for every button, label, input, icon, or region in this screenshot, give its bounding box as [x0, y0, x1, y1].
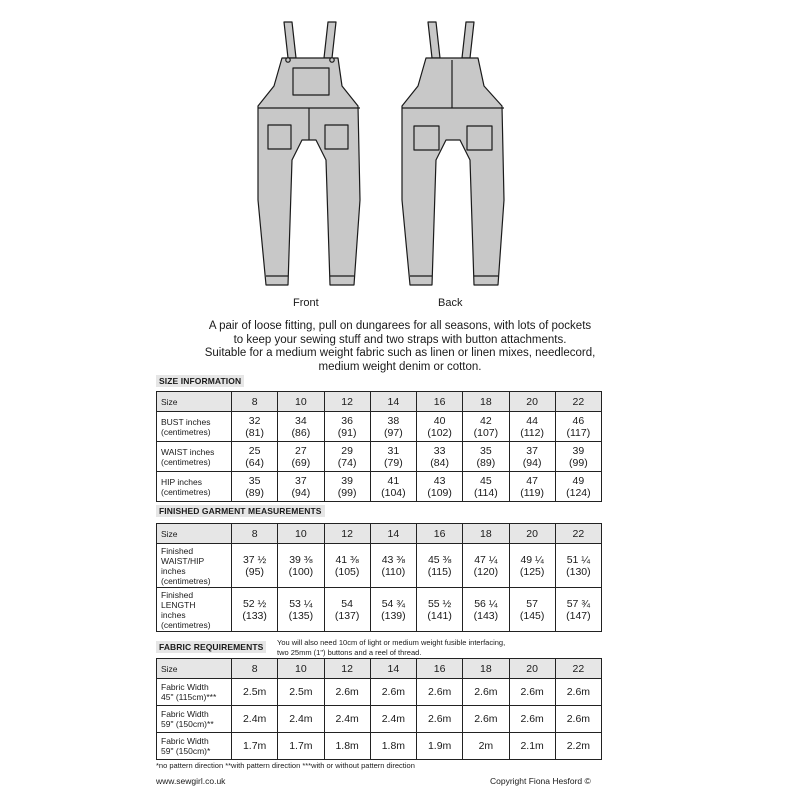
size-header-cell: 20	[509, 659, 555, 679]
row-label: Finished WAIST/HIP inches (centimetres)	[157, 544, 232, 588]
fabric-cell: 2.6m	[509, 679, 555, 706]
fabric-cell: 1.8m	[370, 733, 416, 760]
fabric-cell: 2.1m	[509, 733, 555, 760]
measurement-cell: 34 (86)	[278, 412, 324, 442]
fabric-cell: 2.6m	[555, 679, 601, 706]
size-header-cell: 16	[417, 392, 463, 412]
size-header-cell: 22	[555, 659, 601, 679]
measurement-cell: 57 (145)	[509, 588, 555, 632]
measurement-cell: 53 ¼ (135)	[278, 588, 324, 632]
size-header-cell: 12	[324, 392, 370, 412]
size-header-cell: 16	[417, 524, 463, 544]
size-header-cell: 20	[509, 392, 555, 412]
description-line: medium weight denim or cotton.	[318, 360, 482, 373]
row-label: Fabric Width 59" (150cm)*	[157, 733, 232, 760]
fabric-cell: 2.6m	[555, 706, 601, 733]
measurement-cell: 43 (109)	[417, 472, 463, 502]
size-header-cell: 18	[463, 659, 509, 679]
finished-length-row	[157, 588, 602, 632]
fabric-cell: 2.4m	[232, 706, 278, 733]
fabric-cell: 1.9m	[417, 733, 463, 760]
size-header-cell: 14	[370, 524, 416, 544]
back-view-drawing	[402, 22, 504, 285]
waist-row	[157, 442, 602, 472]
measurement-cell: 32 (81)	[232, 412, 278, 442]
fabric-59-directional-row	[157, 706, 602, 733]
fabric-cell: 2.6m	[417, 706, 463, 733]
fabric-note	[277, 638, 505, 657]
measurement-cell: 52 ½ (133)	[232, 588, 278, 632]
fabric-table	[156, 658, 602, 760]
measurement-cell: 44 (112)	[509, 412, 555, 442]
size-header-cell: 18	[463, 392, 509, 412]
measurement-cell: 40 (102)	[417, 412, 463, 442]
measurement-cell: 38 (97)	[370, 412, 416, 442]
measurement-cell: 33 (84)	[417, 442, 463, 472]
measurement-cell: 37 (94)	[509, 442, 555, 472]
size-info-table	[156, 391, 602, 502]
measurement-cell: 54 ¾ (139)	[370, 588, 416, 632]
fabric-cell: 2.5m	[232, 679, 278, 706]
measurement-cell: 56 ¼ (143)	[463, 588, 509, 632]
measurement-cell: 49 (124)	[555, 472, 601, 502]
size-header-cell: 10	[278, 659, 324, 679]
measurement-cell: 25 (64)	[232, 442, 278, 472]
fabric-cell: 2.6m	[324, 679, 370, 706]
measurement-cell: 37 ½ (95)	[232, 544, 278, 588]
bust-row	[157, 412, 602, 442]
dungarees-illustration	[230, 10, 530, 310]
fabric-cell: 2m	[463, 733, 509, 760]
measurement-cell: 47 ¼ (120)	[463, 544, 509, 588]
size-header-cell: 10	[278, 392, 324, 412]
copyright-notice: Copyright Fiona Hesford ©	[490, 776, 591, 786]
size-header-cell: 20	[509, 524, 555, 544]
hip-row	[157, 472, 602, 502]
fabric-cell: 1.7m	[278, 733, 324, 760]
size-header-cell: 10	[278, 524, 324, 544]
fabric-cell: 2.6m	[509, 706, 555, 733]
finished-waist-hip-row	[157, 544, 602, 588]
front-view-drawing	[258, 22, 360, 285]
size-header-cell: 8	[232, 524, 278, 544]
size-header-cell: 14	[370, 659, 416, 679]
measurement-cell: 36 (91)	[324, 412, 370, 442]
measurement-cell: 35 (89)	[232, 472, 278, 502]
size-header-cell: 12	[324, 524, 370, 544]
measurement-cell: 41 ⅜ (105)	[324, 544, 370, 588]
size-header-cell: 14	[370, 392, 416, 412]
fabric-cell: 2.6m	[463, 706, 509, 733]
front-view-label: Front	[293, 297, 319, 309]
fabric-cell: 2.4m	[370, 706, 416, 733]
measurement-cell: 31 (79)	[370, 442, 416, 472]
size-header-label: Size	[157, 392, 232, 412]
size-header-cell: 8	[232, 392, 278, 412]
fabric-cell: 2.4m	[324, 706, 370, 733]
measurement-cell: 41 (104)	[370, 472, 416, 502]
finished-heading: FINISHED GARMENT MEASUREMENTS	[156, 505, 325, 517]
description-line: Suitable for a medium weight fabric such as linen or linen mixes, needlecord,	[204, 347, 596, 359]
size-header-cell: 8	[232, 659, 278, 679]
measurement-cell: 42 (107)	[463, 412, 509, 442]
size-header-label: Size	[157, 524, 232, 544]
fabric-45-row	[157, 679, 602, 706]
fabric-cell: 2.4m	[278, 706, 324, 733]
measurement-cell: 46 (117)	[555, 412, 601, 442]
fabric-cell: 1.8m	[324, 733, 370, 760]
finished-table	[156, 523, 602, 632]
size-header-cell: 22	[555, 524, 601, 544]
measurement-cell: 27 (69)	[278, 442, 324, 472]
size-header-cell: 22	[555, 392, 601, 412]
website-link[interactable]: www.sewgirl.co.uk	[156, 776, 226, 786]
measurement-cell: 39 (99)	[555, 442, 601, 472]
measurement-cell: 51 ¼ (130)	[555, 544, 601, 588]
product-description	[150, 320, 650, 374]
fabric-cell: 2.5m	[278, 679, 324, 706]
measurement-cell: 37 (94)	[278, 472, 324, 502]
fabric-heading: FABRIC REQUIREMENTS	[156, 641, 266, 653]
size-header-cell: 18	[463, 524, 509, 544]
measurement-cell: 49 ¼ (125)	[509, 544, 555, 588]
pattern-direction-footnote: *no pattern direction **with pattern direction ***with or without pattern direction	[156, 761, 415, 770]
row-label: Fabric Width 45" (115cm)***	[157, 679, 232, 706]
fabric-note-line: You will also need 10cm of light or medium weight fusible interfacing,	[277, 638, 506, 647]
size-header-row	[157, 659, 602, 679]
measurement-cell: 47 (119)	[509, 472, 555, 502]
measurement-cell: 57 ¾ (147)	[555, 588, 601, 632]
size-header-cell: 16	[417, 659, 463, 679]
measurement-cell: 54 (137)	[324, 588, 370, 632]
measurement-cell: 35 (89)	[463, 442, 509, 472]
row-label: HIP inches (centimetres)	[157, 472, 232, 502]
fabric-cell: 2.6m	[463, 679, 509, 706]
measurement-cell: 43 ⅜ (110)	[370, 544, 416, 588]
size-header-row	[157, 524, 602, 544]
fabric-cell: 1.7m	[232, 733, 278, 760]
row-label: WAIST inches (centimetres)	[157, 442, 232, 472]
row-label: Finished LENGTH inches (centimetres)	[157, 588, 232, 632]
size-header-row	[157, 392, 602, 412]
fabric-cell: 2.6m	[370, 679, 416, 706]
measurement-cell: 39 ⅜ (100)	[278, 544, 324, 588]
measurement-cell: 45 (114)	[463, 472, 509, 502]
fabric-59-nondirectional-row	[157, 733, 602, 760]
fabric-note-line: two 25mm (1") buttons and a reel of thread.	[277, 647, 422, 657]
description-line: A pair of loose fitting, pull on dungarees for all seasons, with lots of pockets	[208, 320, 592, 332]
row-label: BUST inches (centimetres)	[157, 412, 232, 442]
row-label: Fabric Width 59" (150cm)**	[157, 706, 232, 733]
measurement-cell: 39 (99)	[324, 472, 370, 502]
measurement-cell: 29 (74)	[324, 442, 370, 472]
back-view-label: Back	[438, 297, 463, 309]
fabric-cell: 2.6m	[417, 679, 463, 706]
description-line: to keep your sewing stuff and two straps with button attachments.	[233, 333, 567, 346]
size-header-label: Size	[157, 659, 232, 679]
measurement-cell: 45 ⅜ (115)	[417, 544, 463, 588]
size-header-cell: 12	[324, 659, 370, 679]
measurement-cell: 55 ½ (141)	[417, 588, 463, 632]
fabric-cell: 2.2m	[555, 733, 601, 760]
size-info-heading: SIZE INFORMATION	[156, 375, 244, 387]
